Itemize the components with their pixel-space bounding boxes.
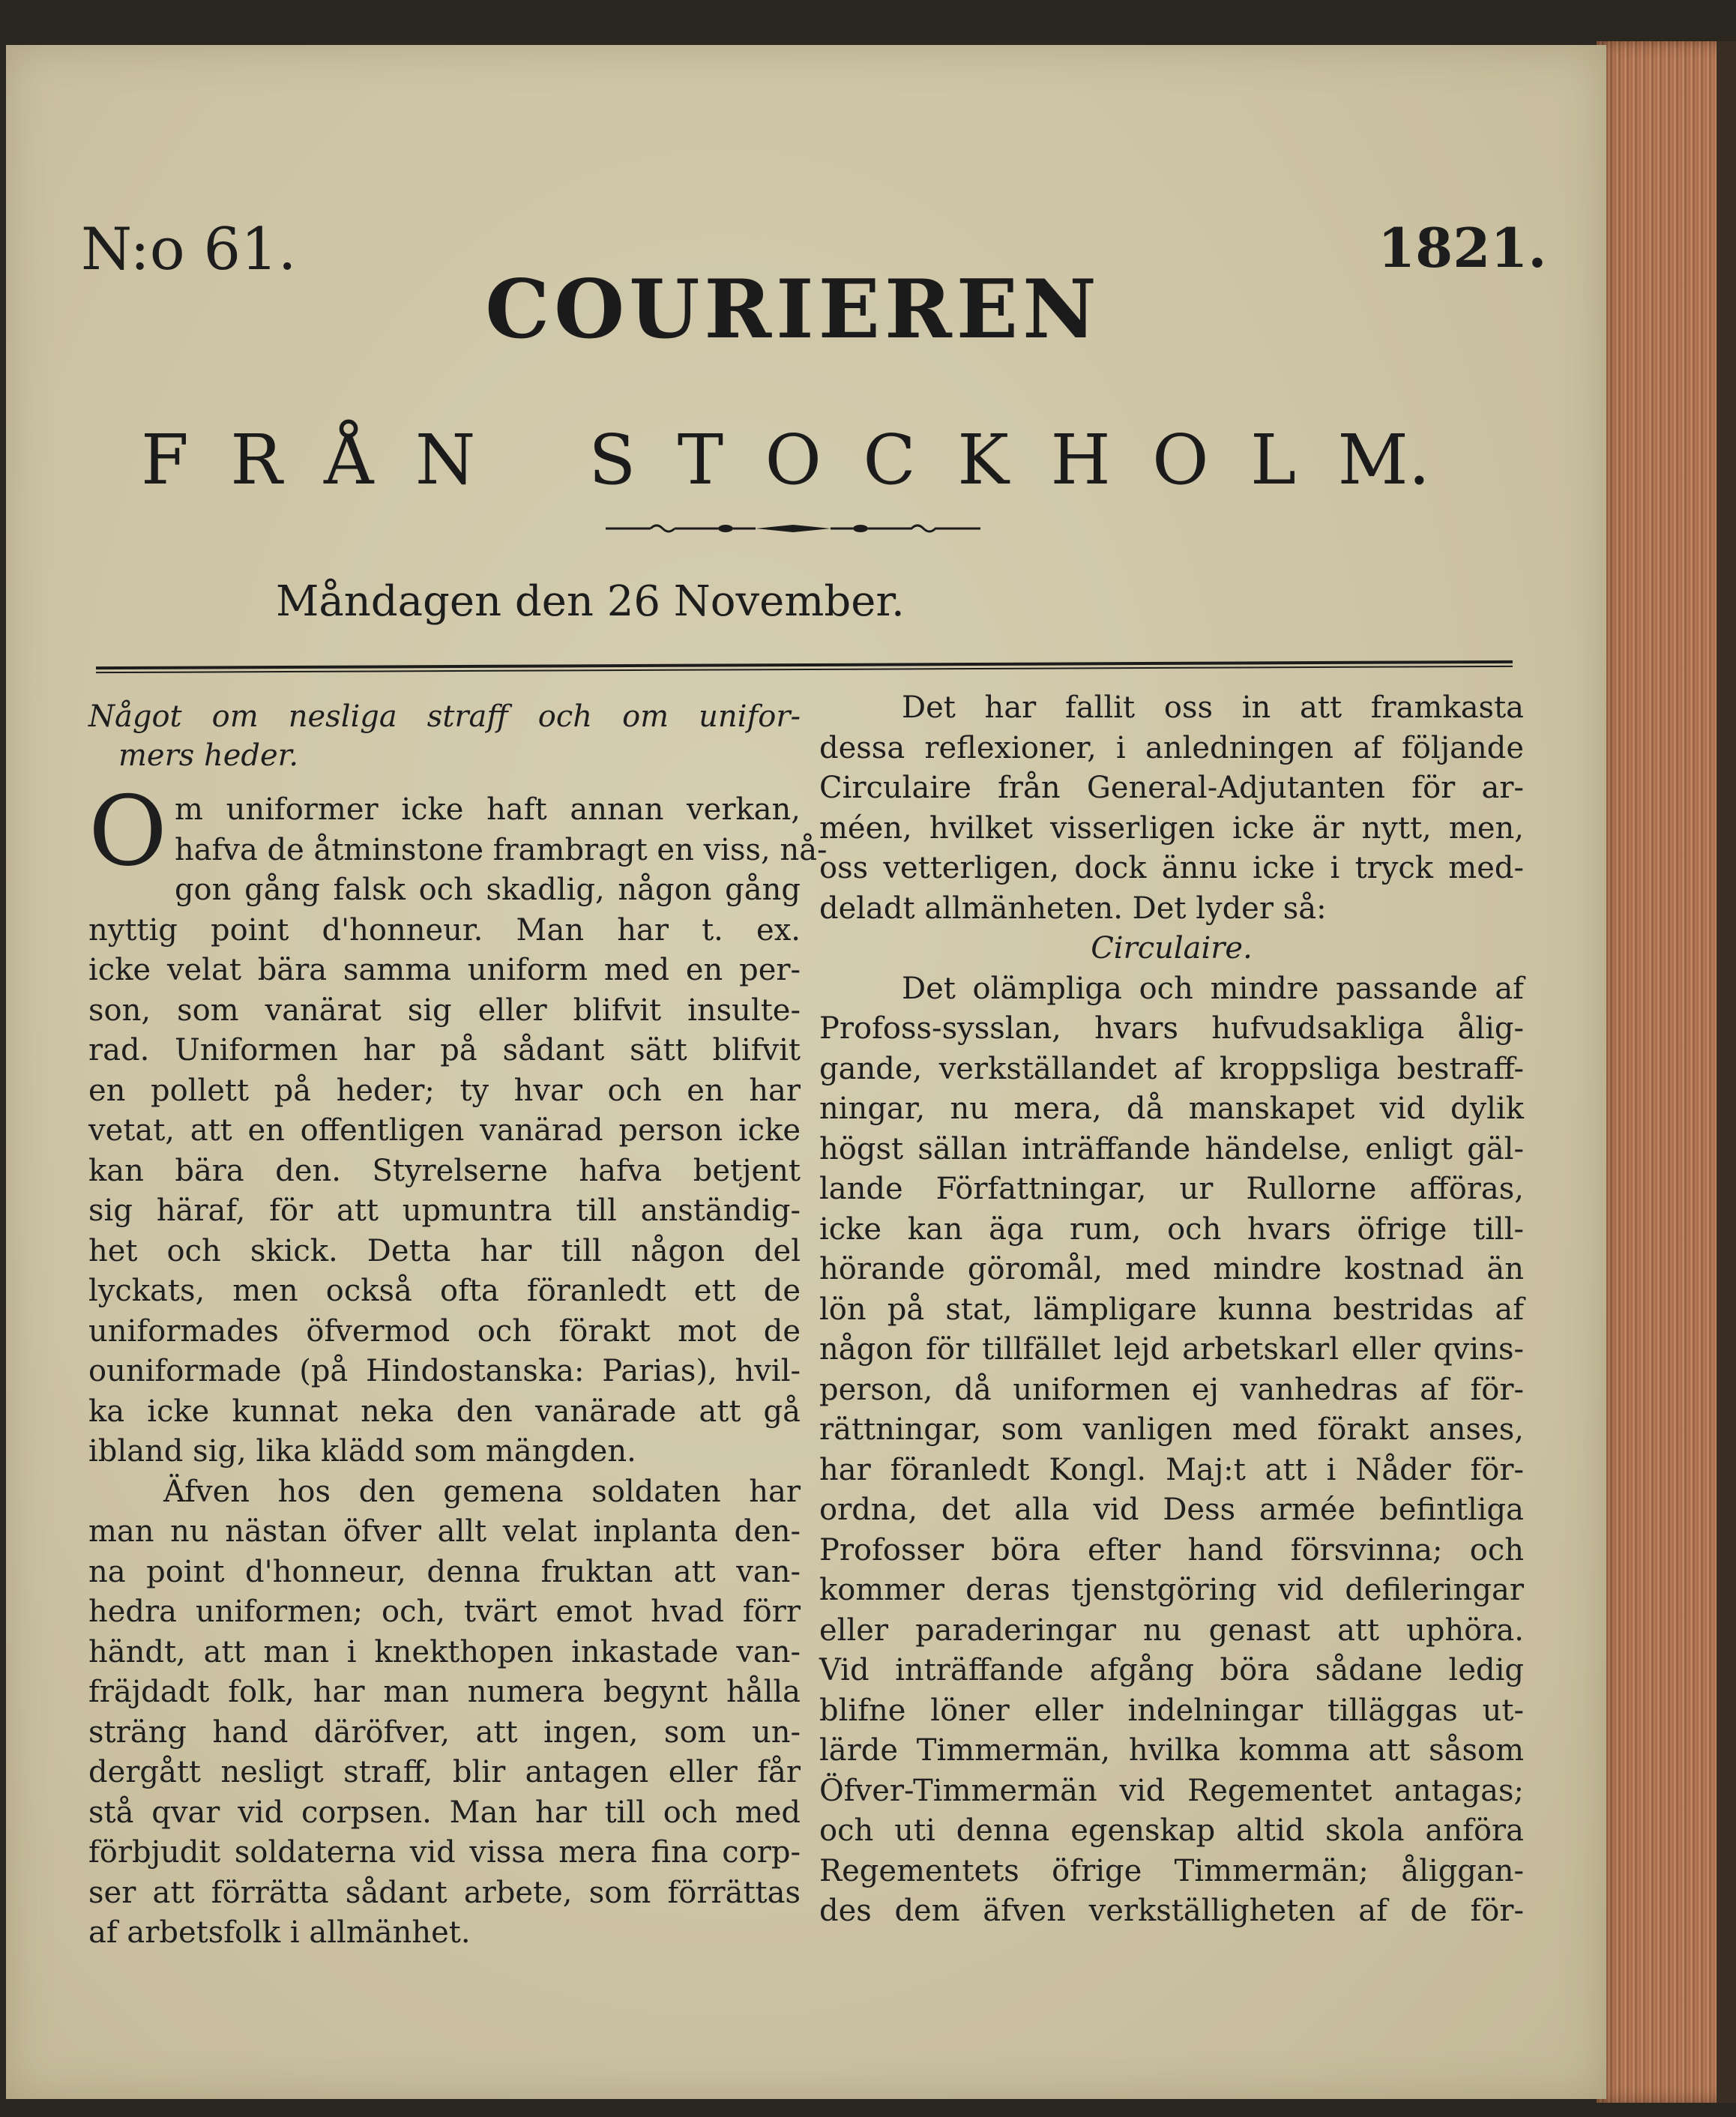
subtitle-letter: L xyxy=(1250,420,1297,500)
text-line: af arbetsfolk i allmänhet. xyxy=(88,1915,471,1950)
text-line: kan bära den. Styrelserne hafva betjent xyxy=(88,1153,801,1188)
text-line: och uti denna egenskap altid skola anföra xyxy=(819,1813,1524,1848)
text-line: ibland sig, lika klädd som mängden. xyxy=(88,1434,636,1469)
text-line: Det har fallit oss in att framkasta xyxy=(902,690,1524,725)
issue-date: Måndagen den 26 November. xyxy=(276,577,905,626)
article-title xyxy=(88,697,801,775)
right-column xyxy=(819,688,1524,1932)
text-line: sig häraf, för att upmuntra till anständig- xyxy=(88,1193,801,1228)
subtitle-letter: O xyxy=(1152,420,1209,500)
masthead-subtitle xyxy=(141,420,1430,500)
text-line: gande, verkställandet af kroppsliga bestraff- xyxy=(819,1051,1524,1086)
text-line: sträng hand däröfver, att ingen, som un- xyxy=(88,1714,801,1750)
left-column xyxy=(88,697,828,1954)
text-line: Det olämpliga och mindre passande af xyxy=(902,971,1524,1006)
text-line: hedra uniformen; och, tvärt emot hvad förr xyxy=(88,1594,801,1629)
subtitle-letter: N xyxy=(415,420,476,500)
subtitle-letter: F xyxy=(141,420,189,500)
masthead-title: COURIEREN xyxy=(485,262,1101,357)
text-line: des dem äfven verkställigheten af de för- xyxy=(819,1894,1524,1928)
text-line: Profosser böra efter hand försvinna; och xyxy=(819,1532,1524,1568)
text-line: méen, hvilket visserligen icke är nytt, men, xyxy=(819,810,1524,846)
text-line: förbjudit soldaterna vid vissa mera fina corp- xyxy=(88,1835,801,1870)
text-line: någon för tillfället lejd arbetskarl eller qvins- xyxy=(819,1332,1524,1367)
text-line: icke velat bära samma uniform med en per- xyxy=(88,953,801,987)
book-page-edges xyxy=(1597,41,1728,2103)
text-line: rad. Uniformen har på sådant sätt blifvit xyxy=(88,1033,801,1067)
subtitle-letter: C xyxy=(863,420,916,500)
text-line: fräjdadt folk, har man numera begynt hålla xyxy=(88,1675,801,1709)
text-line: lyckats, men också ofta föranledt ett de xyxy=(88,1274,801,1308)
text-line: Profoss-sysslan, hvars hufvudsakliga ålig- xyxy=(819,1011,1524,1046)
subtitle-spacer xyxy=(517,420,547,500)
article-title-line: Något om nesliga straff och om unifor- xyxy=(88,699,801,734)
issue-number: N:o 61. xyxy=(81,216,297,283)
circulaire-heading: Circulaire. xyxy=(1091,931,1253,966)
text-line: ser att förrätta sådant arbete, som förrättas xyxy=(88,1875,801,1910)
text-line: lärde Timmermän, hvilka komma att såsom xyxy=(819,1733,1524,1768)
header-rule xyxy=(96,660,1513,674)
subtitle-letter: H xyxy=(1050,420,1111,500)
text-line: händt, att man i knekthopen inkastade van- xyxy=(88,1634,801,1669)
ornament-divider xyxy=(606,521,980,536)
text-line: na point d'honneur, denna fruktan att van- xyxy=(88,1554,801,1589)
issue-year: 1821. xyxy=(1378,216,1547,280)
text-line: gon gång falsk och skadlig, någon gång xyxy=(174,873,801,907)
subtitle-letter: K xyxy=(957,420,1009,500)
text-line: ningar, nu mera, då manskapet vid dylik xyxy=(819,1091,1524,1126)
text-line: Äfven hos den gemena soldaten har xyxy=(163,1474,801,1509)
text-line: person, då uniformen ej vanhedras af för- xyxy=(819,1372,1524,1407)
text-line: ka icke kunnat neka den vanärade att gå xyxy=(88,1394,801,1429)
text-line: dergått nesligt straff, blir antagen eller får xyxy=(88,1755,801,1789)
subtitle-letter: T xyxy=(677,420,724,500)
text-line: stå qvar vid corpsen. Man har till och med xyxy=(88,1795,801,1830)
text-line: Circulaire från General-Adjutanten för ar- xyxy=(819,771,1524,805)
text-line: oss vetterligen, dock ännu icke i tryck med- xyxy=(819,851,1524,885)
text-line: het och skick. Detta har till någon del xyxy=(88,1233,801,1268)
text-line: ouniformade (på Hindostanska: Parias), hvil- xyxy=(88,1354,801,1388)
subtitle-letter: R xyxy=(230,420,283,500)
text-line: dessa reflexioner, i anledningen af följande xyxy=(819,730,1524,765)
drop-cap: O xyxy=(88,776,167,888)
subtitle-letter: S xyxy=(588,420,636,500)
text-line: hafva de åtminstone frambragt en viss, nå- xyxy=(174,832,828,867)
text-line: hörande göromål, med mindre kostnad än xyxy=(819,1252,1524,1286)
text-line: rättningar, som vanligen med förakt anses, xyxy=(819,1412,1524,1447)
text-line: Regementets öfrige Timmermän; åliggan- xyxy=(819,1853,1524,1888)
text-line: m uniformer icke haft annan verkan, xyxy=(174,792,801,827)
text-line: man nu nästan öfver allt velat inplanta den- xyxy=(88,1514,801,1549)
text-line: Öfver-Timmermän vid Regementet antagas; xyxy=(819,1773,1524,1808)
text-line: en pollett på heder; ty hvar och en har xyxy=(88,1073,801,1108)
subtitle-letter: Å xyxy=(324,420,374,500)
subtitle-letter: O xyxy=(765,420,822,500)
text-line: vetat, att en offentligen vanärad person icke xyxy=(88,1113,801,1148)
text-line: lön på stat, lämpligare kunna bestridas af xyxy=(819,1292,1524,1327)
text-line: icke kan äga rum, och hvars öfrige till- xyxy=(819,1211,1524,1247)
text-line: högst sällan inträffande händelse, enligt gäl- xyxy=(819,1131,1524,1166)
text-line: deladt allmänheten. Det lyder så: xyxy=(819,891,1327,926)
text-line: uniformades öfvermod och förakt mot de xyxy=(88,1313,801,1349)
text-line: lande Författningar, ur Rullorne afföras, xyxy=(819,1172,1524,1206)
article-title-line: mers heder. xyxy=(118,738,299,773)
book-cover-edge xyxy=(1717,41,1736,2103)
text-line: nyttig point d'honneur. Man har t. ex. xyxy=(88,912,801,948)
text-line: har föranledt Kongl. Maj:t att i Nåder för- xyxy=(819,1452,1524,1487)
text-line: ordna, det alla vid Dess armée befintliga xyxy=(819,1493,1524,1527)
text-line: blifne löner eller indelningar tilläggas ut- xyxy=(819,1693,1524,1728)
text-line: kommer deras tjenstgöring vid defileringar xyxy=(819,1573,1524,1607)
subtitle-letter: M. xyxy=(1337,420,1430,500)
newspaper-page xyxy=(6,45,1606,2099)
text-line: Vid inträffande afgång böra sådane ledig xyxy=(819,1653,1524,1687)
text-line: eller paraderingar nu genast att uphöra. xyxy=(819,1612,1524,1648)
text-line: son, som vanärat sig eller blifvit insulte- xyxy=(88,993,801,1028)
